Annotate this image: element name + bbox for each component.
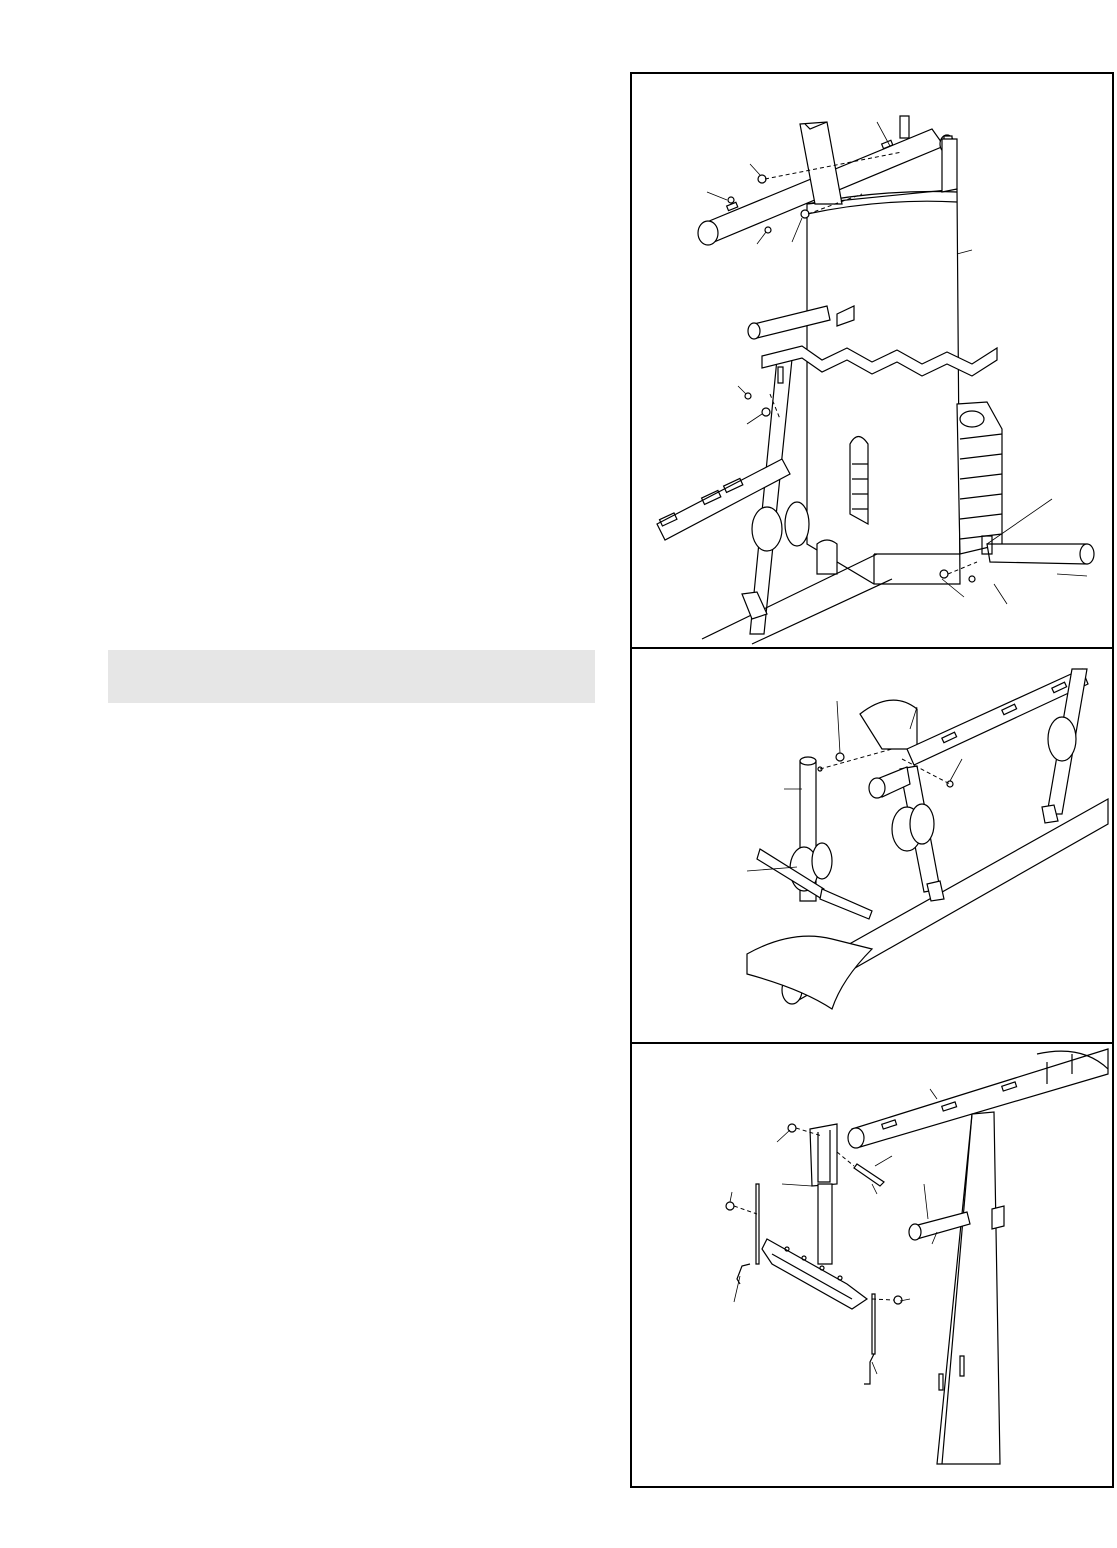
tube-end-cap <box>698 221 718 245</box>
rear-upright-base-assembly-drawing <box>632 649 1112 1042</box>
upright-bracket <box>810 1124 837 1186</box>
front-stabilizer <box>747 936 872 1009</box>
main-upright <box>807 189 960 584</box>
leg-press-upright-assembly-drawing <box>632 1044 1112 1486</box>
highlight-box <box>108 650 595 703</box>
upright-frame-assembly-drawing <box>632 74 1112 647</box>
